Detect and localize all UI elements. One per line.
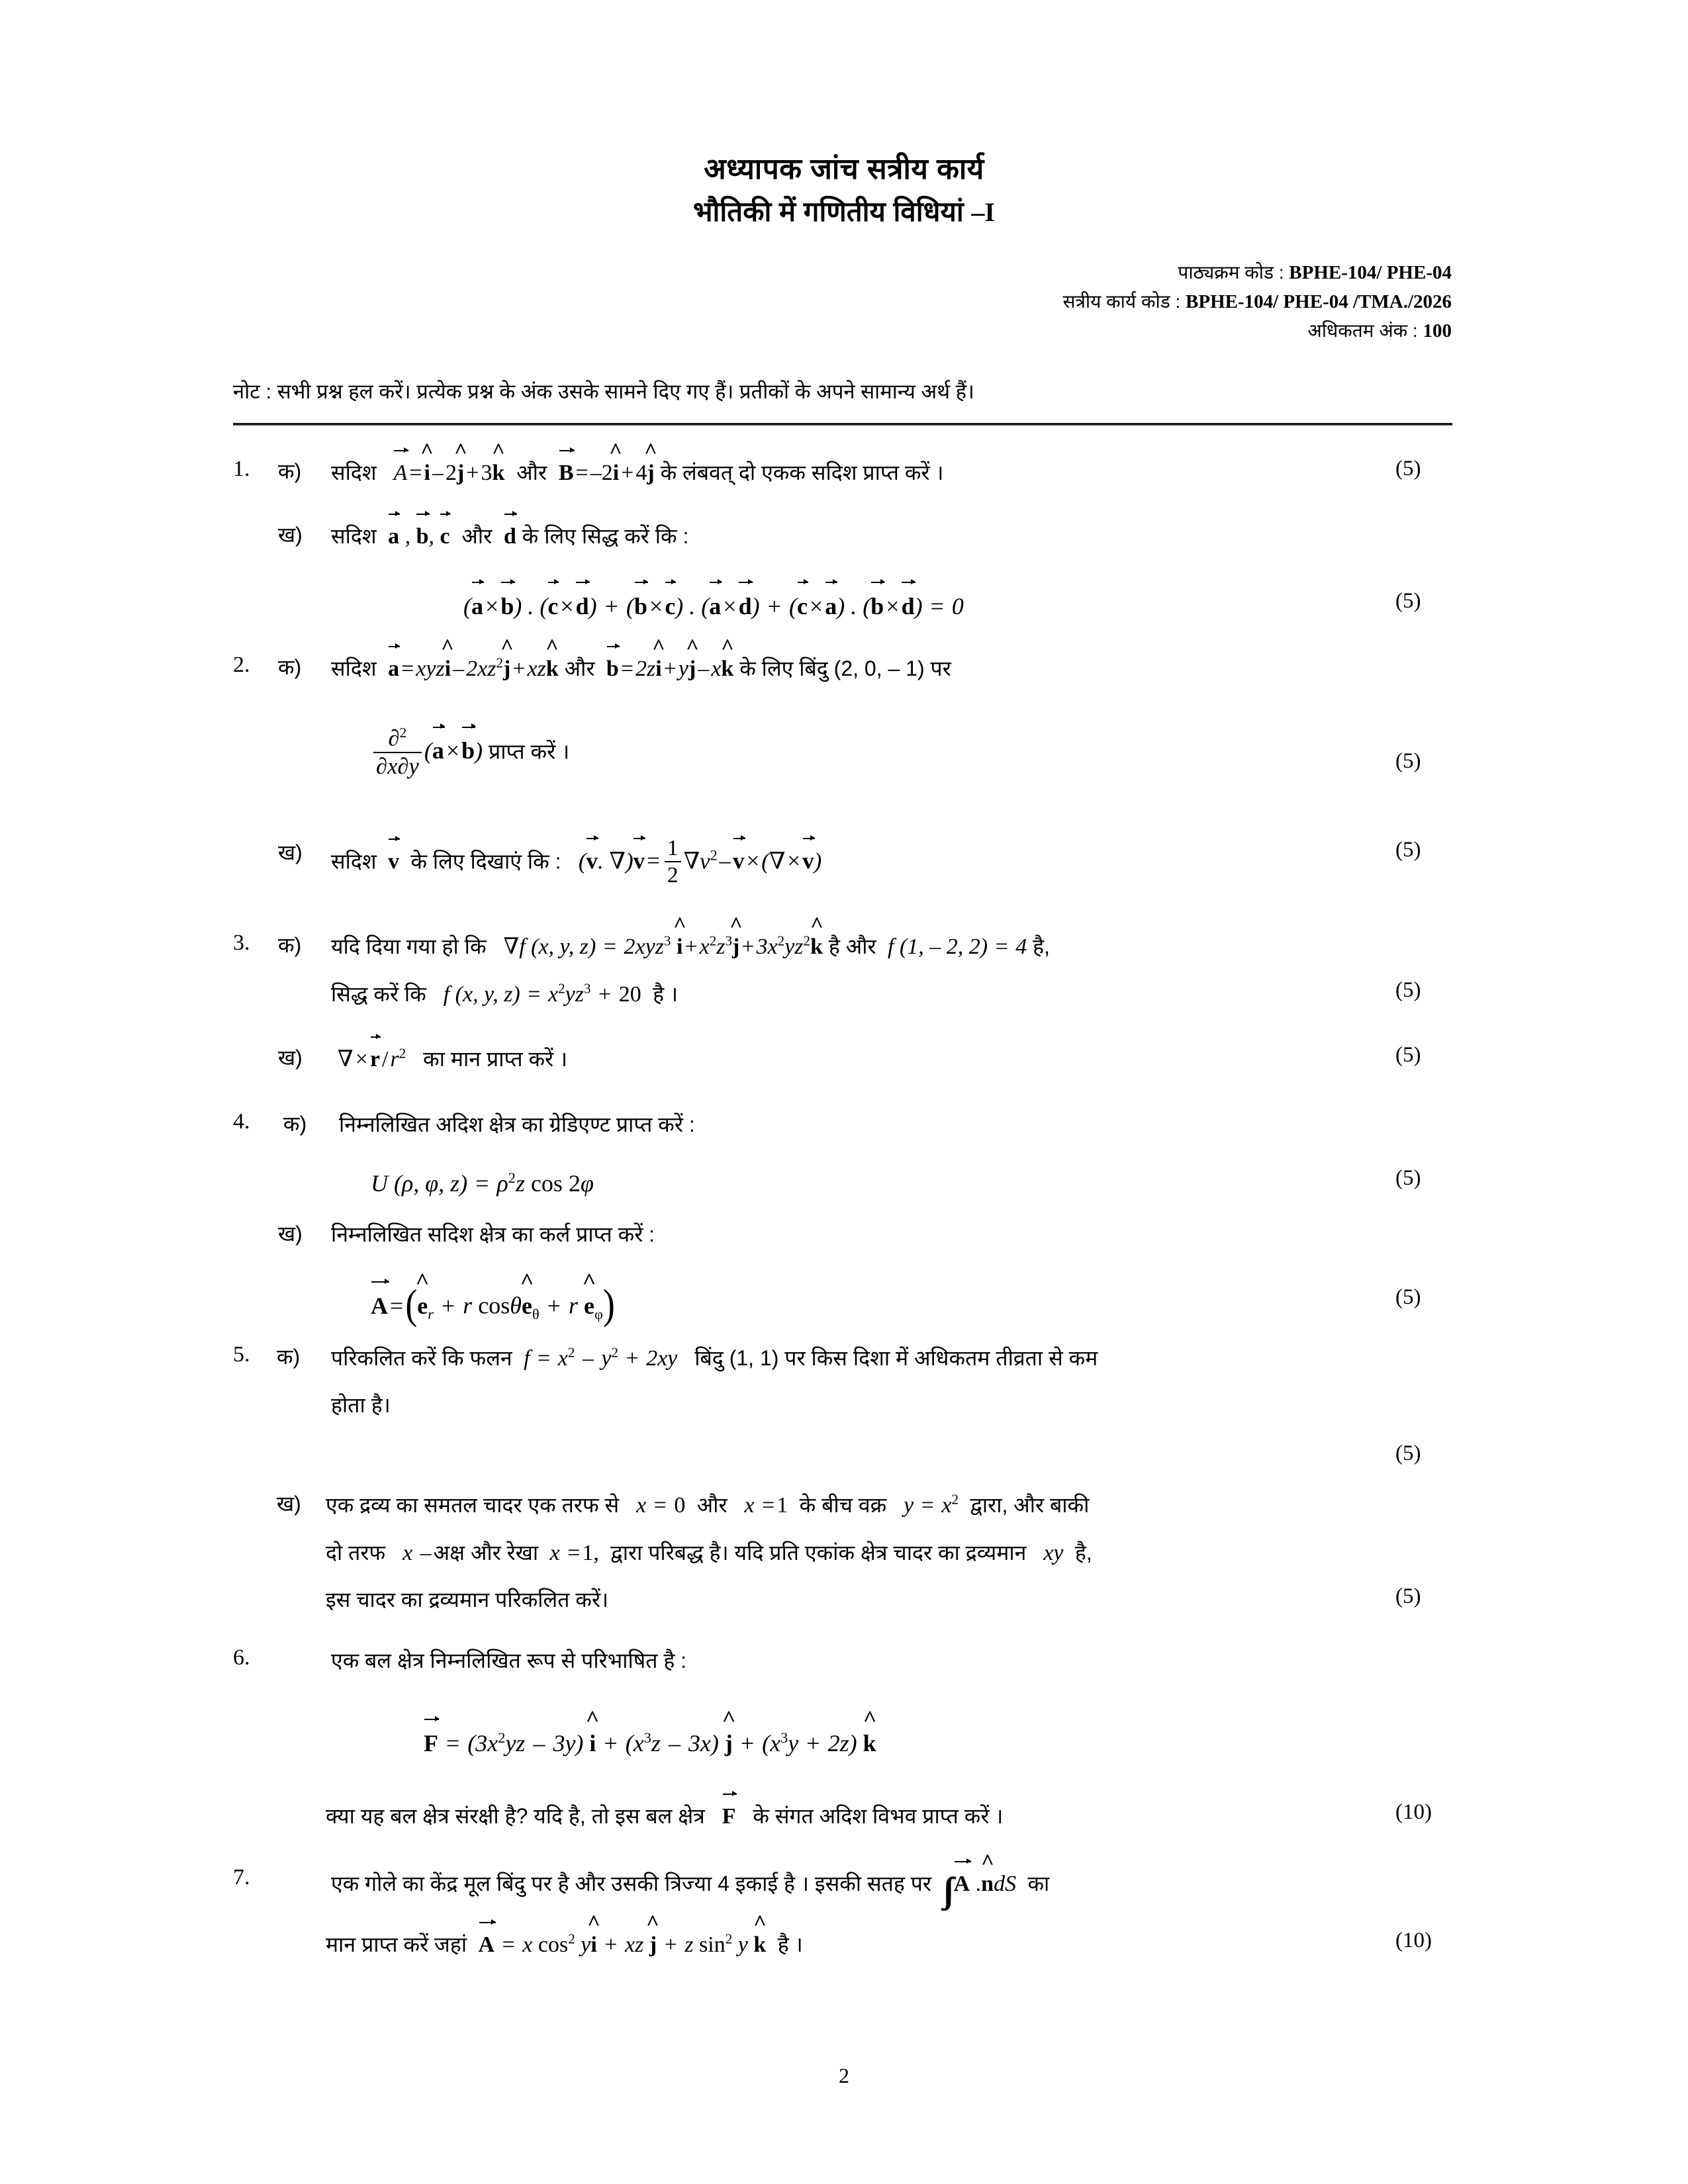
max-marks-value: 100	[1423, 320, 1452, 342]
question-1b-formula-row	[0, 580, 1688, 653]
subject-title-text: भौतिकी में गणितीय विधियां	[693, 196, 964, 227]
question-text-mid2: द्वारा परिबद्ध है। यदि प्रति एकांक क्षेत्र चादर का द्रव्यमान	[610, 1541, 1027, 1565]
question-4a-formula-row	[0, 1161, 1688, 1219]
conjunction-aur: और	[564, 657, 595, 680]
marks-value: (5)	[1395, 838, 1421, 862]
math-partial-operator: $\frac{\partial^2}{\partial x\partial y}$ (a×b)	[371, 727, 483, 780]
question-sublabel: क)	[278, 459, 302, 483]
question-text: यदि दिया गया हो कि	[331, 934, 487, 958]
question-sublabel: ख)	[278, 841, 303, 864]
question-text: निम्नलिखित अदिश क्षेत्र का ग्रेडिएण्ट प्राप्त करें :	[339, 1113, 695, 1136]
question-sublabel: ख)	[278, 1222, 303, 1246]
course-code-row	[1063, 258, 1452, 287]
question-2a	[0, 653, 1688, 719]
page-number: 2	[839, 2064, 849, 2087]
math-line-x1: x =1,	[544, 1541, 605, 1565]
marks-value: (5)	[1395, 589, 1421, 613]
marks-value: (5)	[1395, 1441, 1421, 1465]
question-text-tail: के लिए बिंदु (2, 0, – 1) पर	[739, 657, 951, 680]
math-vectors-abcd: a , b, c	[383, 520, 450, 553]
question-3a	[0, 917, 1688, 970]
question-sublabel: ख)	[278, 1046, 303, 1069]
math-gradient-f: ∇f (x, y, z) = 2xyz$^3$ i $\^{}+x^2z^3j$ $\^{}+3x^2yz^2k$ ^	[492, 931, 823, 963]
page-title: अध्यापक जांच सत्रीय कार्य	[704, 153, 984, 185]
conjunction-aur: और	[696, 1493, 727, 1517]
question-text: परिकलित करें कि फलन	[331, 1346, 512, 1370]
question-text: इस चादर का द्रव्यमान परिकलित करें।	[326, 1588, 609, 1612]
math-force-field-F: $F = (3x^2yz - 3y)$ i ^ + $(x^3z - 3x)$ j ^ + $(x^3y + 2z)$ k ^	[424, 1726, 876, 1760]
question-5b-line2: दो तरफ x –अक्ष और रेखा x =1, द्वारा परिबद्ध है। यदि प्रति एकांक क्षेत्र चादर का द्रव्यमान xy है,	[0, 1537, 1688, 1584]
marks-value: (10)	[1395, 1800, 1432, 1824]
question-text-tail: के लंबवत् दो एकक सदिश प्राप्त करें ।	[660, 461, 944, 484]
question-text-tail: का	[1027, 1872, 1050, 1896]
question-4b-formula-row	[0, 1269, 1688, 1342]
max-marks-label: अधिकतम अंक :	[1307, 320, 1418, 341]
math-vector-a-field: a=xyzi $\^{}-2xz^2j$ ^+xzk ^	[383, 653, 559, 685]
question-1a	[0, 457, 1688, 520]
question-number: 3.	[233, 931, 250, 955]
question-text: एक गोले का केंद्र मूल बिंदु पर है और उसकी त्रिज्या 4 इकाई है । इसकी सतह पर	[331, 1872, 931, 1896]
question-text: सिद्ध करें कि	[331, 982, 426, 1006]
marks-value: (5)	[1395, 1584, 1421, 1608]
question-6-formula-row	[0, 1722, 1688, 1796]
marks-value: (5)	[1395, 749, 1421, 773]
question-text: सदिश	[331, 524, 377, 548]
assignment-code-row	[1063, 287, 1452, 316]
assignment-code-value: BPHE-104/ PHE-04 /TMA./2026	[1186, 291, 1452, 313]
math-identity-q1b: (a×b) . (c×d) + (b×c) . (a×d) + (c×a) . (b×d) = 0	[463, 589, 964, 623]
question-text: दो तरफ	[326, 1541, 386, 1565]
question-2a-formula-row	[0, 719, 1688, 818]
question-text-mid: के बीच वक्र	[799, 1493, 887, 1517]
question-3b	[0, 1034, 1688, 1103]
question-text: मान प्राप्त करें जहां	[326, 1933, 467, 1956]
question-text: होता है।	[331, 1393, 391, 1417]
question-6-line2	[0, 1796, 1688, 1865]
question-number: 4.	[233, 1109, 250, 1134]
question-7	[0, 1865, 1688, 1929]
question-number: 2.	[233, 653, 250, 677]
math-f-result: f (x, y, $z) = x^2yz^3 + 20$	[432, 980, 641, 1007]
marks-value: (5)	[1395, 457, 1421, 480]
math-f-value: f (1, – 2, 2) = 4	[882, 934, 1027, 959]
marks-value: (5)	[1395, 1166, 1421, 1190]
conjunction-aur: और	[455, 524, 498, 548]
math-F-symbol: F	[711, 1800, 747, 1833]
title-block	[0, 151, 1688, 230]
course-code-label: पाठ्यक्रम कोड :	[1178, 262, 1284, 283]
question-number: 7.	[233, 1865, 250, 1889]
questions-container	[0, 457, 1688, 1992]
question-number: 5.	[233, 1342, 250, 1367]
question-text-tail: है ।	[777, 1933, 803, 1956]
math-vector-A: A=i ^–2j ^+3k ^	[383, 457, 505, 489]
subject-title	[0, 194, 1688, 230]
question-text: क्या यह बल क्षेत्र संरक्षी है? यदि है, तो इस बल क्षेत्र	[326, 1804, 705, 1828]
math-identity-q2b: (v. ∇)v= $\frac{1}{2}$ $\nabla v^2-v\times(\nabla\times v)$	[567, 836, 822, 888]
max-marks-row	[1063, 316, 1452, 345]
question-text-tail: के लिए दिखाएं कि :	[410, 849, 561, 874]
math-mass-xy: xy	[1032, 1541, 1070, 1565]
question-3a-line2	[0, 970, 1688, 1034]
assignment-code-label: सत्रीय कार्य कोड :	[1062, 291, 1181, 312]
marks-value: (5)	[1395, 1043, 1421, 1067]
question-1b	[0, 520, 1688, 580]
question-5b	[0, 1489, 1688, 1537]
conjunction-aur: और	[510, 461, 553, 484]
question-text-mid: और रेखा	[470, 1541, 539, 1565]
question-5a	[0, 1342, 1688, 1390]
question-text-tail: बिंदु (1, 1) पर किस दिशा में अधिकतम तीव्रता से कम	[694, 1346, 1098, 1370]
question-sublabel: क)	[283, 1112, 307, 1136]
question-4a	[0, 1103, 1688, 1161]
instructions-note: नोट : सभी प्रश्न हल करें। प्रत्येक प्रश्न के अंक उसके सामने दिए गए हैं। प्रतीकों के अपने सामान्य अर्थ हैं।	[233, 380, 974, 403]
question-text-tail: का मान प्राप्त करें ।	[423, 1047, 568, 1071]
question-text: सदिश	[331, 849, 377, 874]
question-text-mid: है और	[828, 934, 876, 958]
question-4b	[0, 1219, 1688, 1269]
question-5b-line3	[0, 1584, 1688, 1645]
question-text-tail: है,	[1033, 934, 1051, 958]
question-text: सदिश	[331, 461, 377, 484]
question-text-tail: के लिए सिद्ध करें कि :	[522, 524, 689, 548]
marks-value: (10)	[1395, 1929, 1432, 1952]
question-sublabel: ख)	[278, 523, 303, 547]
math-curve-y: $y = x^2$	[892, 1491, 959, 1518]
question-text: एक द्रव्य का समतल चादर एक तरफ से	[326, 1493, 620, 1517]
question-6	[0, 1645, 1688, 1722]
math-x-equals-1: x =1	[733, 1493, 788, 1518]
question-text: सदिश	[331, 657, 377, 680]
question-text-tail: के संगत अदिश विभव प्राप्त करें ।	[753, 1804, 1004, 1828]
question-2b	[0, 818, 1688, 917]
question-sublabel: ख)	[277, 1492, 301, 1516]
code-block	[1063, 258, 1452, 345]
question-text-tail: है ।	[653, 982, 679, 1006]
math-vector-d: d	[504, 520, 516, 553]
question-sublabel: क)	[277, 1345, 301, 1369]
question-sublabel: क)	[278, 655, 302, 679]
subject-title-suffix: –I	[971, 197, 995, 227]
math-surface-integral: ∫∫ A .n ^dS	[937, 1865, 1022, 1915]
math-scalar-field-U: U (ρ, φ, $z) = \rho^2z$ cos 2φ	[371, 1169, 594, 1197]
math-curl-r: $\nabla\times r/r^2$	[338, 1043, 417, 1075]
question-number: 6.	[233, 1645, 250, 1670]
math-vector-B: B=–2i ^+4j ^	[559, 457, 655, 489]
question-5a-line2	[0, 1390, 1688, 1489]
math-vector-A-q7: A = x $\cos^2$ yi ^ + xz j ^ + z $\sin^2 y$ k ^	[473, 1929, 772, 1961]
math-x-equals-0: x = 0	[625, 1493, 686, 1518]
header-divider	[233, 423, 1452, 426]
marks-value: (5)	[1395, 978, 1421, 1002]
math-vector-field-A: A=(e $\^{}_r + r$ cosθe $\^{}_\theta + r$ e $\^{}_\varphi$)	[371, 1279, 615, 1330]
math-vector-b-field: b=2zi ^+yj ^–xk ^	[600, 653, 733, 685]
math-x-axis: x –	[391, 1541, 432, 1565]
question-text: निम्नलिखित सदिश क्षेत्र का कर्ल प्राप्त करें :	[331, 1222, 655, 1246]
math-vector-v: v	[383, 845, 405, 878]
question-number: 1.	[233, 457, 250, 481]
course-code-value: BPHE-104/ PHE-04	[1289, 262, 1452, 283]
question-text-tail: द्वारा, और बाकी	[970, 1493, 1090, 1517]
question-sublabel: क)	[278, 933, 302, 957]
marks-value: (5)	[1395, 1285, 1421, 1309]
question-7-line2	[0, 1929, 1688, 1992]
question-text-tail: है,	[1074, 1541, 1092, 1565]
question-text: एक बल क्षेत्र निम्नलिखित रूप से परिभाषित है :	[331, 1649, 687, 1672]
math-function-f: $f = x^2 - y^2 + 2xy$	[518, 1344, 689, 1371]
question-formula-tail: प्राप्त करें ।	[489, 739, 570, 764]
